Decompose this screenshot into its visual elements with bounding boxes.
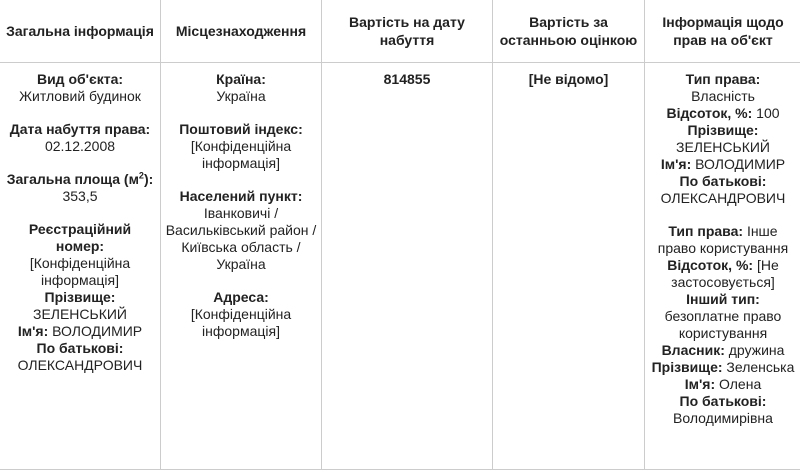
object-type-label: Вид об'єкта:	[4, 71, 156, 88]
right1-type-value: Власність	[649, 88, 797, 105]
cell-general	[0, 63, 161, 470]
right2-other-type-value: безоплатне право користування	[649, 308, 797, 342]
right1-percent-label: Відсоток, %:	[666, 105, 752, 121]
area-block	[4, 171, 156, 205]
right2-other-type-label: Інший тип:	[649, 291, 797, 308]
acquisition-date-block	[4, 121, 156, 155]
settlement-block	[165, 188, 317, 273]
right1-surname-label: Прізвище:	[649, 122, 797, 139]
postal-block	[165, 121, 317, 172]
surname-label: Прізвище:	[4, 289, 156, 306]
postal-value: [Конфіденційна інформація]	[165, 138, 317, 172]
right2-surname-label: Прізвище:	[652, 359, 723, 375]
right2-surname-line	[649, 359, 797, 376]
surname-value: ЗЕЛЕНСЬКИЙ	[4, 306, 156, 323]
address-value: [Конфіденційна інформація]	[165, 306, 317, 340]
country-block	[165, 71, 317, 105]
country-label: Країна:	[165, 71, 317, 88]
right1-percent-value: 100	[756, 105, 779, 121]
address-label: Адреса:	[165, 289, 317, 306]
right2-percent-line	[649, 257, 797, 291]
cost-last-value: [Не відомо]	[497, 71, 640, 88]
patronymic-value: ОЛЕКСАНДРОВИЧ	[4, 357, 156, 374]
right1-surname-value: ЗЕЛЕНСЬКИЙ	[649, 139, 797, 156]
postal-label: Поштовий індекс:	[165, 121, 317, 138]
name-value: ВОЛОДИМИР	[52, 323, 142, 339]
right2-name-line	[649, 376, 797, 393]
country-value: Україна	[165, 88, 317, 105]
right-entry-1	[649, 71, 797, 207]
header-rights: Інформація щодо прав на об'єкт	[645, 0, 800, 63]
right2-owner-line	[649, 342, 797, 359]
cell-location	[161, 63, 322, 470]
right2-type-value: Інше право користування	[658, 223, 788, 256]
cell-rights	[645, 63, 800, 470]
right1-name-value: ВОЛОДИМИР	[695, 156, 785, 172]
object-type-value: Житловий будинок	[4, 88, 156, 105]
right1-name-label: Ім'я:	[661, 156, 691, 172]
right2-patronymic-label: По батькові:	[649, 393, 797, 410]
address-block	[165, 289, 317, 340]
cost-acquisition-value: 814855	[326, 71, 488, 88]
right2-surname-value: Зеленська	[726, 359, 794, 375]
right1-patronymic-value: ОЛЕКСАНДРОВИЧ	[649, 190, 797, 207]
right2-name-label: Ім'я:	[685, 376, 715, 392]
registration-label: Реєстраційний номер:	[4, 221, 156, 255]
right2-percent-label: Відсоток, %:	[667, 257, 753, 273]
area-value: 353,5	[4, 188, 156, 205]
right-entry-2	[649, 223, 797, 427]
right2-type-label: Тип права:	[668, 223, 743, 239]
area-label: Загальна площа $(м^2)$:	[4, 171, 156, 188]
right2-owner-label: Власник:	[662, 342, 725, 358]
registration-block	[4, 221, 156, 374]
right2-patronymic-value: Володимирівна	[649, 410, 797, 427]
right2-percent-value: [Не застосовується]	[671, 257, 779, 290]
acquisition-date-label: Дата набуття права:	[4, 121, 156, 138]
name-line	[4, 323, 156, 340]
right1-type-label: Тип права:	[649, 71, 797, 88]
header-cost-last: Вартість за останньою оцінкою	[493, 0, 645, 63]
right1-percent-line	[649, 105, 797, 122]
right2-name-value: Олена	[719, 376, 761, 392]
header-row	[0, 0, 800, 63]
rights-spacer	[649, 207, 797, 223]
cell-cost-acquisition	[322, 63, 493, 470]
table-row	[0, 63, 800, 470]
right1-patronymic-label: По батькові:	[649, 173, 797, 190]
header-location: Місцезнаходження	[161, 0, 322, 63]
header-cost-acquisition: Вартість на дату набуття	[322, 0, 493, 63]
cell-cost-last	[493, 63, 645, 470]
right2-type-line	[649, 223, 797, 257]
right1-name-line	[649, 156, 797, 173]
settlement-value: Іванковичі / Васильківський район / Київська область / Україна	[165, 205, 317, 273]
header-general: Загальна інформація	[0, 0, 161, 63]
name-label: Ім'я:	[18, 323, 48, 339]
settlement-label: Населений пункт:	[165, 188, 317, 205]
patronymic-label: По батькові:	[4, 340, 156, 357]
acquisition-date-value: 02.12.2008	[4, 138, 156, 155]
object-type-block	[4, 71, 156, 105]
registration-value: [Конфіденційна інформація]	[4, 255, 156, 289]
right2-owner-value: дружина	[729, 342, 785, 358]
